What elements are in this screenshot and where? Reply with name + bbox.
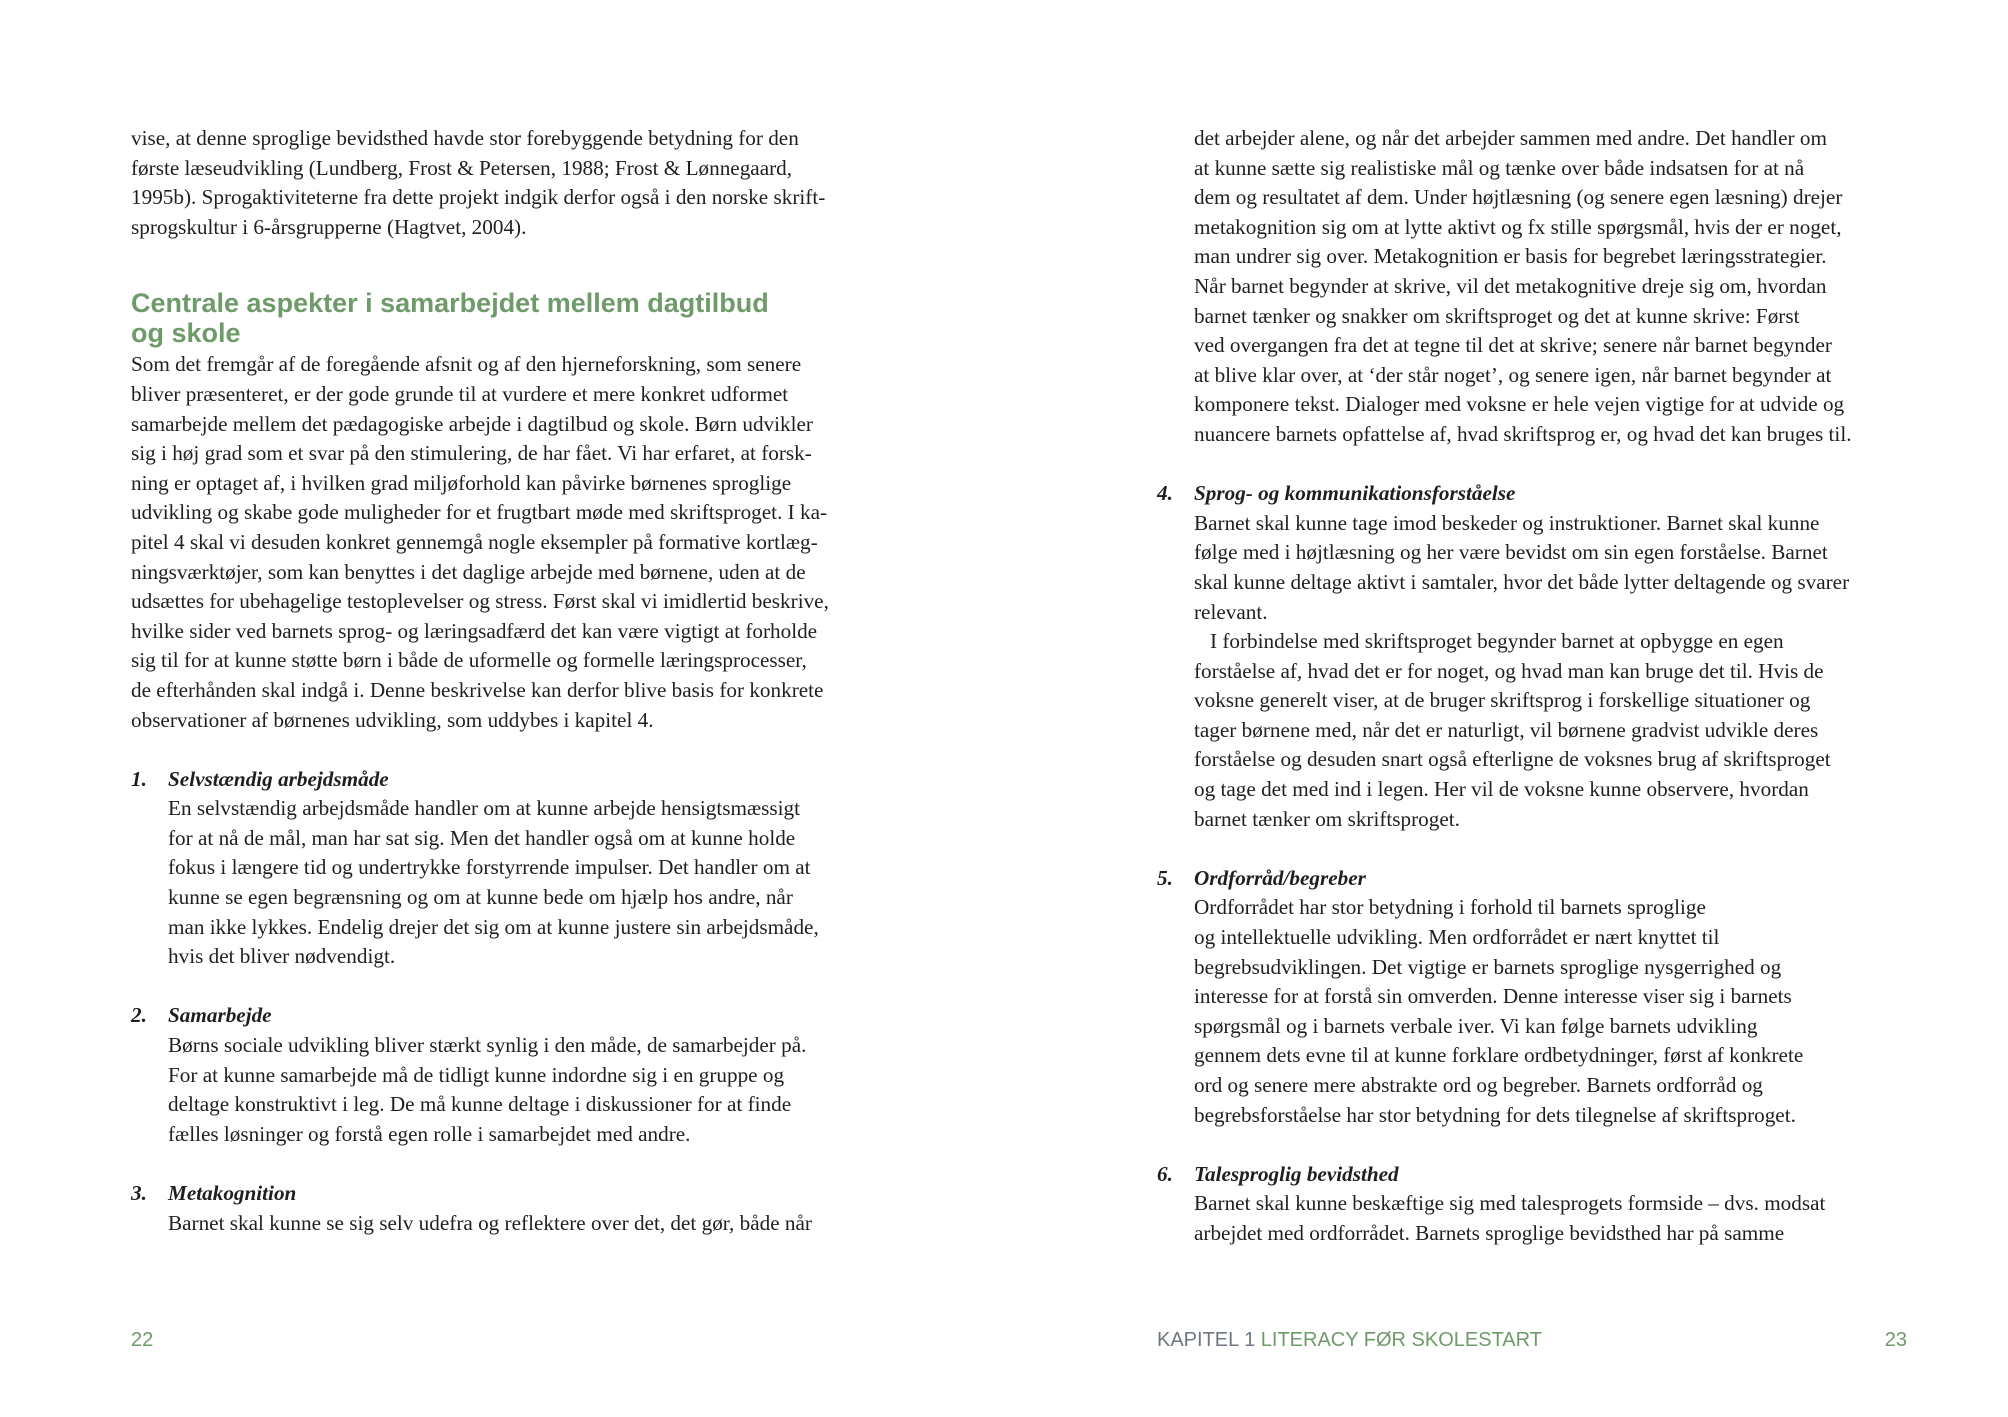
list-item-title: Metakognition <box>168 1181 297 1205</box>
running-head <box>1157 1328 1542 1352</box>
text-line: komponere tekst. Dialoger med voksne er hele vejen vigtige for at udvide og <box>1194 392 1845 417</box>
right-page <box>1004 0 2008 1417</box>
list-item <box>1157 1160 1907 1249</box>
text-line: pitel 4 skal vi desuden konkret gennemgå nogle eksempler på formative kortlæg- <box>131 529 818 554</box>
running-head-title: LITERACY FØR SKOLESTART <box>1260 1329 1542 1351</box>
text-line: En selvstændig arbejdsmåde handler om at kunne arbejde hensigtsmæssigt <box>168 796 800 821</box>
text-line: Børns sociale udvikling bliver stærkt synlig i den måde, de samarbejder på. <box>168 1033 807 1058</box>
list-item-number: 2. <box>131 1003 147 1028</box>
text-line: 1995b). Sprogaktiviteterne fra dette projekt indgik derfor også i den norske skrift- <box>131 185 826 210</box>
text-line: ord og senere mere abstrakte ord og begreber. Barnets ordforråd og <box>1194 1073 1763 1097</box>
text-line: udvikling og skabe gode muligheder for et frugtbart møde med skriftsproget. I ka- <box>131 500 828 525</box>
list-item-text <box>1194 893 1907 1130</box>
text-line: forståelse og desuden snart også efterligne de voksnes brug af skriftsproget <box>1194 747 1831 772</box>
list-item <box>1157 479 1907 834</box>
list-item-text <box>168 1031 879 1149</box>
text-line: For at kunne samarbejde må de tidligt kunne indordne sig i en gruppe og <box>168 1062 785 1087</box>
body-paragraph <box>131 350 879 735</box>
continuation-paragraph <box>1157 124 1907 450</box>
text-line: metakognition sig om at lytte aktivt og fx stille spørgsmål, hvis der er noget, <box>1194 214 1842 239</box>
right-text-column <box>1157 124 1907 1249</box>
text-line: Som det fremgår af de foregående afsnit og af den hjerneforskning, som senere <box>131 352 802 377</box>
list-item-title: Ordforråd/begreber <box>1194 865 1366 890</box>
running-head-chapter: KAPITEL 1 <box>1157 1329 1256 1351</box>
text-line: hvis det bliver nødvendigt. <box>168 944 396 969</box>
text-line: gennem dets evne til at kunne forklare ordbetydninger, først af konkrete <box>1194 1043 1804 1068</box>
list-item-title: Samarbejde <box>168 1003 272 1028</box>
text-line: og intellektuelle udvikling. Men ordforrådet er nært knyttet til <box>1194 925 1720 950</box>
text-line: at blive klar over, at ‘der står noget’, og senere igen, når barnet begynder at <box>1194 362 1832 387</box>
text-line: barnet tænker om skriftsproget. <box>1194 806 1460 831</box>
section-heading <box>131 242 879 350</box>
text-line: sig til for at kunne støtte børn i både de uformelle og formelle læringsprocesser, <box>131 648 807 673</box>
text-line: for at nå de mål, man har sat sig. Men det handler også om at kunne holde <box>168 825 796 850</box>
list-item-text <box>1194 627 1907 834</box>
left-text-column <box>131 124 879 1238</box>
heading-line: Centrale aspekter i samarbejdet mellem dagtilbud <box>131 288 769 319</box>
text-line: sprogskultur i 6-årsgrupperne (Hagtvet, 2004). <box>131 214 527 239</box>
text-line: ningsværktøjer, som kan benyttes i det daglige arbejde med børnene, uden at de <box>131 559 806 584</box>
heading-line: og skole <box>131 318 241 349</box>
text-line: det arbejder alene, og når det arbejder sammen med andre. Det handler om <box>1194 126 1827 150</box>
list-item-number: 3. <box>131 1181 147 1205</box>
text-line: spørgsmål og i barnets verbale iver. Vi kan følge barnets udvikling <box>1194 1013 1758 1038</box>
text-line: og tage det med ind i legen. Her vil de voksne kunne observere, hvordan <box>1194 777 1809 802</box>
list-item-number: 1. <box>131 766 147 791</box>
text-line: man undrer sig over. Metakognition er basis for begrebet læringsstrategier. <box>1194 244 1827 269</box>
text-line: fokus i længere tid og undertrykke forstyrrende impulser. Det handler om at <box>168 855 811 880</box>
text-line: at kunne sætte sig realistiske mål og tænke over både indsatsen for at nå <box>1194 155 1805 180</box>
text-line: relevant. <box>1194 599 1268 624</box>
text-line: udsættes for ubehagelige testoplevelser og stress. Først skal vi imidlertid beskrive, <box>131 589 829 614</box>
text-line: skal kunne deltage aktivt i samtaler, hvor det både lytter deltagende og svarer <box>1194 569 1850 594</box>
text-line: Barnet skal kunne se sig selv udefra og reflektere over det, det gør, både når <box>168 1210 812 1235</box>
text-line: bliver præsenteret, er der gode grunde til at vurdere et mere konkret udformet <box>131 381 789 406</box>
text-line: observationer af børnenes udvikling, som uddybes i kapitel 4. <box>131 707 654 732</box>
text-line: sig i høj grad som et svar på den stimulering, de har fået. Vi har erfaret, at forsk- <box>131 441 812 466</box>
list-item <box>131 765 879 972</box>
text-line: hvilke sider ved barnets sprog- og læringsadfærd det kan være vigtigt at forholde <box>131 618 818 643</box>
list-item-title: Sprog- og kommunikationsforståelse <box>1194 481 1516 506</box>
list-item <box>131 1001 879 1149</box>
text-line: ved overgangen fra det at tegne til det at skrive; senere når barnet begynder <box>1194 333 1832 358</box>
list-item-text <box>1194 1189 1907 1248</box>
list-item-number: 5. <box>1157 865 1173 890</box>
page-number: 23 <box>1884 1329 1907 1351</box>
text-line: I forbindelse med skriftsproget begynder barnet at opbygge en egen <box>1210 629 1784 654</box>
intro-paragraph <box>131 124 879 242</box>
list-item-title: Talesproglig bevidsthed <box>1194 1161 1399 1186</box>
text-line: dem og resultatet af dem. Under højtlæsning (og senere egen læsning) drejer <box>1194 185 1843 210</box>
text-line: tager børnene med, når det er naturligt, vil børnene gradvist udvikle deres <box>1194 717 1819 742</box>
text-line: de efterhånden skal indgå i. Denne beskrivelse kan derfor blive basis for konkrete <box>131 677 824 702</box>
text-line: interesse for at forstå sin omverden. Denne interesse viser sig i barnets <box>1194 984 1792 1009</box>
text-line: første læseudvikling (Lundberg, Frost & Petersen, 1988; Frost & Lønnegaard, <box>131 155 793 180</box>
text-line: man ikke lykkes. Endelig drejer det sig om at kunne justere sin arbejdsmåde, <box>168 914 819 939</box>
text-line: nuancere barnets opfattelse af, hvad skriftsprog er, og hvad det kan bruges til. <box>1194 421 1852 446</box>
list-item-text <box>168 1209 879 1239</box>
text-line: begrebsudviklingen. Det vigtige er barnets sproglige nysgerrighed og <box>1194 954 1782 979</box>
text-line: Barnet skal kunne tage imod beskeder og instruktioner. Barnet skal kunne <box>1194 510 1820 535</box>
text-line: samarbejde mellem det pædagogiske arbejde i dagtilbud og skole. Børn udvikler <box>131 411 813 436</box>
list-item <box>1157 864 1907 1130</box>
text-line: følge med i højtlæsning og her være bevidst om sin egen forståelse. Barnet <box>1194 540 1828 565</box>
text-line: Når barnet begynder at skrive, vil det metakognitive dreje sig om, hvordan <box>1194 273 1827 298</box>
list-item-number: 6. <box>1157 1161 1173 1186</box>
text-line: arbejdet med ordforrådet. Barnets sproglige bevidsthed har på samme <box>1194 1220 1785 1245</box>
text-line: voksne generelt viser, at de bruger skriftsprog i forskellige situationer og <box>1194 688 1811 713</box>
text-line: kunne se egen begrænsning og om at kunne bede om hjælp hos andre, når <box>168 885 793 910</box>
text-line: forståelse af, hvad det er for noget, og hvad man kan bruge det til. Hvis de <box>1194 658 1824 683</box>
list-item-text <box>1194 509 1907 627</box>
list-item-title: Selvstændig arbejdsmåde <box>168 766 389 791</box>
text-line: fælles løsninger og forstå egen rolle i samarbejdet med andre. <box>168 1121 691 1146</box>
text-line: vise, at denne sproglige bevidsthed havde stor forebyggende betydning for den <box>131 126 799 150</box>
text-line: Ordforrådet har stor betydning i forhold til barnets sproglige <box>1194 895 1706 920</box>
text-line: ning er optaget af, i hvilken grad miljøforhold kan påvirke børnenes sproglige <box>131 470 792 495</box>
text-line: barnet tænker og snakker om skriftsproget og det at kunne skrive: Først <box>1194 303 1800 328</box>
text-line: Barnet skal kunne beskæftige sig med talesprogets formside – dvs. modsat <box>1194 1191 1826 1216</box>
list-item-text <box>168 794 879 972</box>
list-item <box>131 1179 879 1238</box>
list-item-number: 4. <box>1157 481 1173 506</box>
page-number: 22 <box>131 1329 154 1351</box>
text-line: begrebsforståelse har stor betydning for dets tilegnelse af skriftsproget. <box>1194 1102 1796 1127</box>
text-line: deltage konstruktivt i leg. De må kunne deltage i diskussioner for at finde <box>168 1092 792 1117</box>
